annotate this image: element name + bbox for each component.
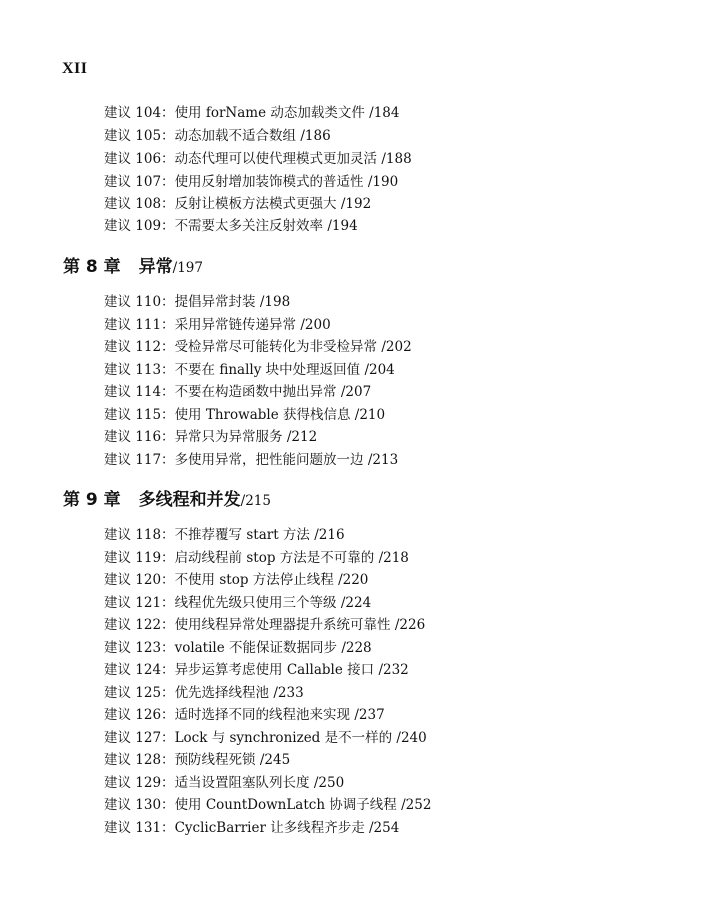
chapter-page: /197 (172, 260, 203, 276)
entry-page: /226 (390, 617, 426, 633)
toc-entry[interactable] (104, 571, 368, 589)
entry-page: /194 (323, 218, 358, 234)
entry-page: /198 (255, 294, 291, 310)
entry-title: 适时选择不同的线程池来实现 (174, 707, 351, 723)
entry-page: /202 (377, 339, 412, 355)
toc-entry[interactable] (104, 729, 427, 747)
entry-label: 建议 126： (104, 707, 175, 723)
entry-label: 建议 130： (104, 797, 175, 813)
toc-entry[interactable] (104, 774, 344, 792)
entry-title: 使用线程异常处理器提升系统可靠性 (174, 617, 391, 633)
toc-entry[interactable] (104, 594, 371, 612)
entry-page: /250 (309, 775, 345, 791)
entry-label: 建议 107： (104, 174, 175, 190)
entry-page: /218 (374, 550, 409, 566)
entry-label: 建议 114： (104, 384, 175, 400)
entry-title: 受检异常尽可能转化为非受检异常 (174, 339, 378, 355)
toc-entry[interactable] (104, 127, 331, 145)
toc-entry[interactable] (104, 751, 290, 769)
toc-entry[interactable] (104, 819, 399, 837)
entry-label: 建议 111： (104, 317, 175, 333)
entry-title: 使用 Throwable 获得栈信息 (174, 407, 351, 423)
entry-title: 动态加载不适合数组 (174, 128, 297, 144)
toc-entry[interactable] (104, 195, 371, 213)
entry-title: 使用 forName 动态加载类文件 (174, 105, 365, 121)
toc-entry[interactable] (104, 316, 331, 334)
entry-title: CyclicBarrier 让多线程齐步走 (174, 820, 365, 836)
entry-title: 优先选择线程池 (174, 685, 270, 701)
entry-label: 建议 124： (104, 662, 175, 678)
entry-page: /190 (363, 174, 399, 190)
entry-label: 建议 121： (104, 595, 175, 611)
entry-page: /245 (255, 752, 291, 768)
toc-entry[interactable] (104, 217, 358, 235)
entry-label: 建议 112： (104, 339, 175, 355)
entry-page: /200 (296, 317, 331, 333)
entry-title: 适当设置阻塞队列长度 (174, 775, 310, 791)
toc-entry[interactable] (104, 639, 372, 657)
entry-title: 不推荐覆写 start 方法 (174, 527, 310, 543)
entry-title: 使用反射增加装饰模式的普适性 (174, 174, 364, 190)
entry-title: Lock 与 synchronized 是不一样的 (174, 730, 393, 746)
entry-label: 建议 117： (104, 452, 175, 468)
entry-title: 反射让模板方法模式更强大 (174, 196, 337, 212)
toc-entry[interactable] (104, 661, 409, 679)
toc-entry[interactable] (104, 796, 431, 814)
entry-label: 建议 109： (104, 218, 175, 234)
entry-page: /212 (282, 429, 318, 445)
entry-title: 不要在构造函数中抛出异常 (174, 384, 337, 400)
entry-title: 异常只为异常服务 (174, 429, 283, 445)
toc-entry[interactable] (104, 173, 398, 191)
entry-label: 建议 129： (104, 775, 175, 791)
toc-entry[interactable] (104, 338, 412, 356)
entry-title: 采用异常链传递异常 (174, 317, 297, 333)
entry-page: /210 (350, 407, 386, 423)
entry-label: 建议 110： (104, 294, 175, 310)
entry-page: /240 (392, 730, 427, 746)
entry-title: 异步运算考虑使用 Callable 接口 (174, 662, 375, 678)
entry-title: 使用 CountDownLatch 协调子线程 (174, 797, 397, 813)
entry-title: volatile 不能保证数据同步 (174, 640, 338, 656)
entry-page: /213 (363, 452, 399, 468)
chapter-number: 第 9 章 (63, 490, 121, 510)
entry-page: /254 (364, 820, 400, 836)
entry-title: 动态代理可以使代理模式更加灵活 (174, 151, 378, 167)
toc-entry[interactable] (104, 616, 425, 634)
entry-label: 建议 115： (104, 407, 175, 423)
toc-entry[interactable] (104, 526, 345, 544)
toc-entry[interactable] (104, 383, 371, 401)
toc-entry[interactable] (104, 451, 398, 469)
entry-page: /252 (396, 797, 432, 813)
toc-entry[interactable] (104, 684, 304, 702)
entry-title: 启动线程前 stop 方法是不可靠的 (174, 550, 375, 566)
entry-label: 建议 125： (104, 685, 175, 701)
entry-title: 不使用 stop 方法停止线程 (174, 572, 334, 588)
chapter-heading[interactable] (63, 256, 203, 279)
toc-entry[interactable] (104, 406, 385, 424)
entry-page: /192 (336, 196, 372, 212)
entry-page: /228 (337, 640, 372, 656)
entry-label: 建议 104： (104, 105, 175, 121)
entry-title: 提倡异常封装 (174, 294, 256, 310)
toc-entry[interactable] (104, 104, 399, 122)
entry-label: 建议 113： (104, 362, 175, 378)
entry-label: 建议 128： (104, 752, 175, 768)
entry-label: 建议 120： (104, 572, 175, 588)
entry-label: 建议 118： (104, 527, 175, 543)
entry-title: 不要在 finally 块中处理返回值 (174, 362, 361, 378)
chapter-title: 异常 (138, 257, 173, 277)
chapter-page: /215 (240, 493, 271, 509)
entry-label: 建议 131： (104, 820, 175, 836)
entry-page: /232 (374, 662, 409, 678)
entry-title: 预防线程死锁 (174, 752, 256, 768)
toc-entry[interactable] (104, 293, 290, 311)
entry-label: 建议 105： (104, 128, 175, 144)
toc-entry[interactable] (104, 361, 395, 379)
entry-page: /216 (309, 527, 345, 543)
entry-page: /224 (336, 595, 372, 611)
entry-title: 多使用异常，把性能问题放一边 (174, 452, 364, 468)
entry-title: 线程优先级只使用三个等级 (174, 595, 337, 611)
toc-entry[interactable] (104, 706, 385, 724)
entry-page: /204 (360, 362, 395, 378)
page-number: XII (62, 60, 88, 77)
entry-page: /188 (377, 151, 412, 167)
entry-label: 建议 108： (104, 196, 175, 212)
entry-label: 建议 116： (104, 429, 175, 445)
chapter-heading[interactable] (63, 489, 271, 512)
toc-entry[interactable] (104, 150, 412, 168)
entry-page: /184 (364, 105, 400, 121)
toc-entry[interactable] (104, 428, 317, 446)
entry-page: /220 (333, 572, 369, 588)
entry-page: /233 (269, 685, 304, 701)
entry-page: /186 (296, 128, 331, 144)
entry-label: 建议 122： (104, 617, 175, 633)
entry-label: 建议 123： (104, 640, 175, 656)
toc-entry[interactable] (104, 549, 409, 567)
entry-label: 建议 127： (104, 730, 175, 746)
entry-label: 建议 106： (104, 151, 175, 167)
chapter-title: 多线程和并发 (138, 490, 241, 510)
chapter-number: 第 8 章 (63, 257, 121, 277)
entry-page: /207 (336, 384, 372, 400)
entry-page: /237 (350, 707, 385, 723)
entry-label: 建议 119： (104, 550, 175, 566)
entry-title: 不需要太多关注反射效率 (174, 218, 324, 234)
